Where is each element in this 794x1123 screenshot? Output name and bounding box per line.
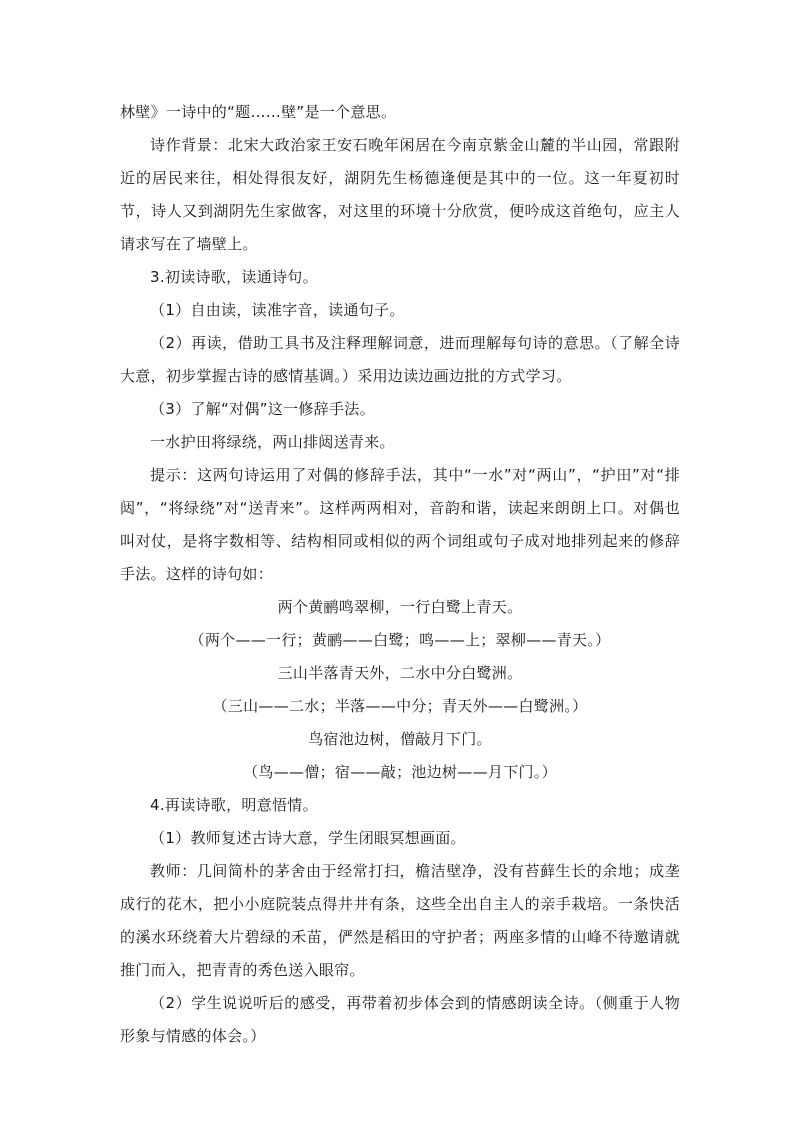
step-1: （1）自由读，读准字音，读通句子。: [150, 301, 405, 319]
paragraph-background: 诗作背景：北宋大政治家王安石晚年闲居在今南京紫金山麓的半山园，常跟附近的居民来往，相处得很友好，湖阴先生杨德逢便是其中的一位。这一年夏初时节，诗人又到湖阴先生家做客，对这里的环境十分欣赏，便吟成这首绝句，应主人请求写在了墙壁上。: [120, 136, 680, 253]
example-verse-1: 两个黄鹂鸣翠柳，一行白鹭上青天。: [277, 598, 523, 616]
step-4-1: （1）教师复述古诗大意，学生闭眼冥想画面。: [150, 829, 466, 847]
example-verse-3: 鸟宿池边树，僧敲月下门。: [308, 730, 492, 748]
tip-paragraph: 提示：这两句诗运用了对偶的修辞手法，其中“一水”对“两山”，“护田”对“排闼”，“将绿绕”对“送青来”。这样两两相对，音韵和谐，读起来朗朗上口。对偶也叫对仗，是将字数相等、结构相同或相似的两个词组或句子成对地排列起来的修辞手法。这样的诗句如：: [120, 466, 680, 583]
example-analysis-2: （三山——二水；半落——中分；青天外——白鹭洲。）: [212, 697, 588, 715]
step-2: （2）再读，借助工具书及注释理解词意，进而理解每句诗的意思。（了解全诗大意，初步掌握古诗的感情基调。）采用边读边画边批的方式学习。: [120, 334, 680, 385]
paragraph-continuation: 林壁》一诗中的“题……壁”是一个意思。: [120, 103, 397, 121]
example-analysis-3: （鸟——僧；宿——敲；池边树——月下门。）: [243, 763, 557, 781]
step-4-2: （2）学生说说听后的感受，再带着初步体会到的情感朗读全诗。（侧重于人物形象与情感的体会。）: [120, 994, 680, 1045]
example-analysis-1: （两个——一行；黄鹂——白鹭；鸣——上；翠柳——青天。）: [189, 631, 611, 649]
poem-line: 一水护田将绿绕，两山排闼送青来。: [150, 433, 395, 451]
teacher-paragraph: 教师：几间简朴的茅舍由于经常打扫，檐洁壁净，没有苔藓生长的余地；成垄成行的花木，把小小庭院装点得井井有条，这些全出自主人的亲手栽培。一条快活的溪水环绕着大片碧绿的禾苗，俨然是稻田的守护者；两座多情的山峰不待邀请就推门而入，把青青的秀色送入眼帘。: [120, 862, 680, 979]
section-heading-3: 3.初读诗歌，读通诗句。: [150, 268, 318, 286]
step-3: （3）了解“对偶”这一修辞手法。: [150, 400, 375, 418]
section-heading-4: 4.再读诗歌，明意悟情。: [150, 796, 318, 814]
document-body: [120, 96, 680, 1053]
example-verse-2: 三山半落青天外，二水中分白鹭洲。: [277, 664, 523, 682]
